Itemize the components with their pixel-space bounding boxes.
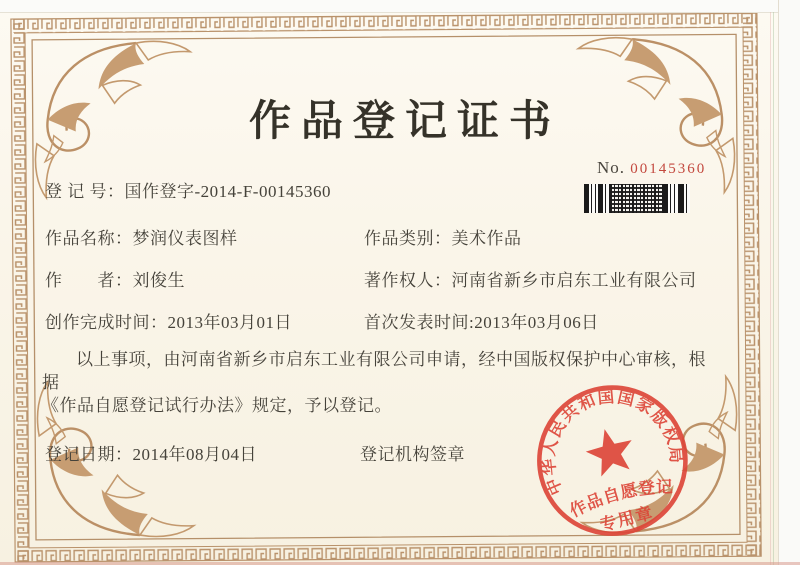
field-label: 作 者： [45, 271, 133, 290]
field-registration-date [45, 440, 257, 465]
field-label: 登记日期： [45, 445, 133, 464]
scan-artifact-line [770, 12, 771, 565]
field-value: 刘俊生 [132, 271, 185, 290]
seal-line-1: 作品自愿登记 [566, 477, 674, 521]
field-author [45, 266, 185, 291]
field-copyright-owner [364, 266, 697, 291]
field-value: 2014年08月04日 [132, 445, 257, 464]
barcode-right-bars [662, 184, 690, 213]
serial-prefix: No. [597, 158, 626, 177]
barcode [584, 184, 690, 213]
field-registration-number [45, 177, 331, 202]
statement-line-1: 以上事项，由河南省新乡市启东工业有限公司申请，经中国版权保护中心审核，根据 [42, 350, 706, 392]
field-value: 梦润仪表图样 [132, 229, 238, 248]
barcode-matrix [610, 184, 662, 213]
barcode-left-bars [584, 184, 610, 213]
field-first-publish-date [364, 308, 599, 333]
field-value: 美术作品 [451, 229, 522, 248]
field-work-category [364, 224, 522, 249]
field-label: 作品类别： [364, 229, 452, 248]
field-value: 2013年03月06日 [474, 313, 599, 332]
star-icon [582, 423, 639, 478]
serial-number: 00145360 [630, 161, 707, 177]
certificate-title: 作品登记证书 [248, 99, 561, 145]
field-label: 著作权人： [364, 271, 452, 290]
scan-margin-top [0, 0, 800, 13]
field-label: 作品名称： [45, 229, 133, 248]
seal-ring-text: 中华人民共和国国家版权局 [538, 387, 687, 498]
seal-line-2: 专用章 [598, 503, 656, 535]
field-creation-date [45, 308, 292, 333]
scan-margin-right [778, 0, 800, 565]
field-label: 登 记 号： [45, 182, 125, 201]
field-value: 国作登字-2014-F-00145360 [124, 182, 331, 201]
scan-artifact-line [773, 12, 774, 565]
field-value: 2013年03月01日 [167, 313, 292, 332]
signature-label: 登记机构签章 [360, 445, 465, 464]
statement-line-2: 《作品自愿登记试行办法》规定，予以登记。 [42, 396, 392, 415]
field-work-name [45, 224, 238, 249]
serial-number-line [597, 158, 706, 178]
field-value: 河南省新乡市启东工业有限公司 [451, 271, 697, 290]
field-label: 首次发表时间: [364, 313, 475, 332]
field-label: 创作完成时间： [45, 313, 168, 332]
